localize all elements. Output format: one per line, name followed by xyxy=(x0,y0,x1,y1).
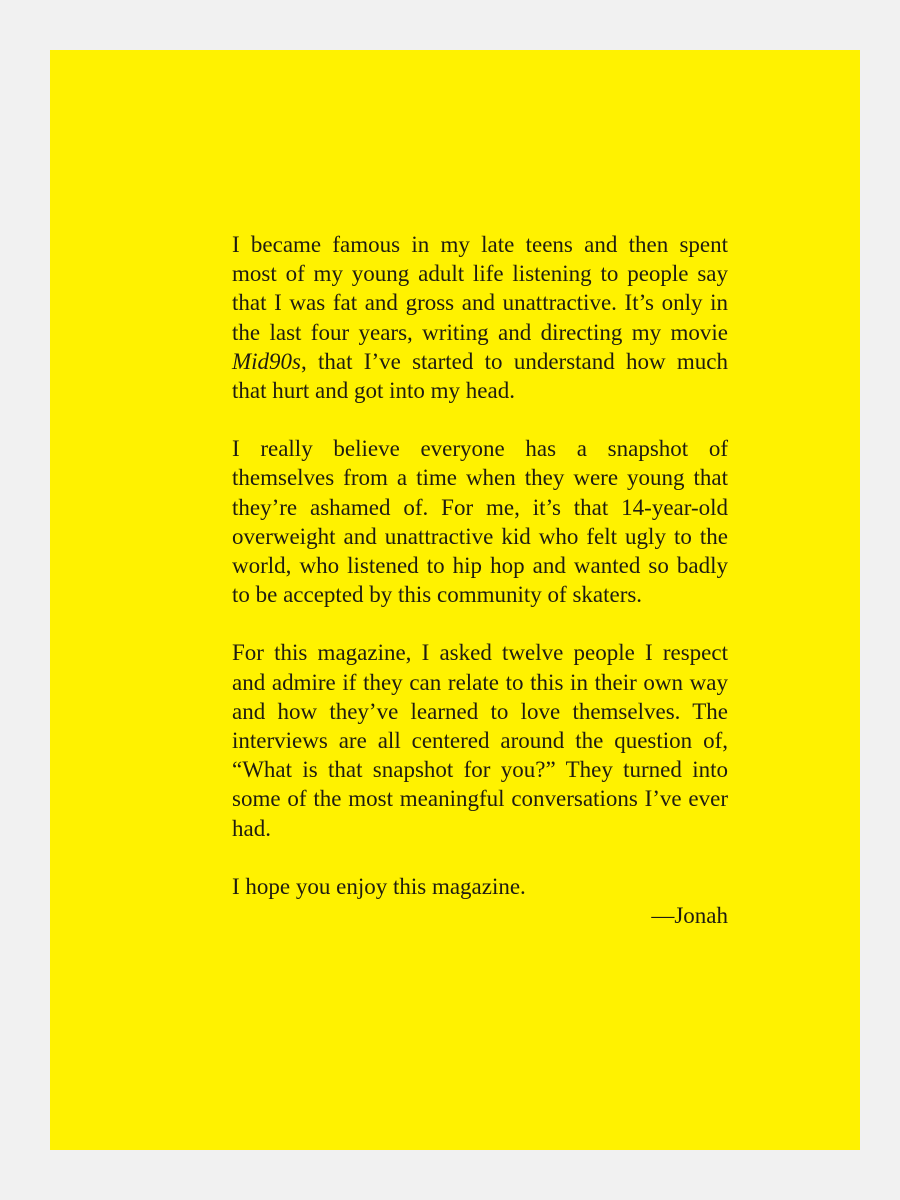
movie-title: Mid90s xyxy=(232,348,301,374)
paragraph-3: For this magazine, I asked twelve people I respect and admire if they can relate to this in their own way and how they’ve learned to love themselves. The interviews are all centered around the question of, “What is that snapshot for you?” They turned into some of the most meaningful conversations I’ve ever had. xyxy=(232,640,728,841)
yellow-page xyxy=(50,50,860,1150)
paragraph-1 xyxy=(232,230,728,405)
paragraph-1-text-a: I became famous in my late teens and then spent most of my young adult life listening to people say that I was fat and gross and unattractive. It’s only in the last four years, writing and directing my movie xyxy=(232,232,728,345)
paragraph-2: I really believe everyone has a snapshot of themselves from a time when they were young that they’re ashamed of. For me, it’s that 14-year-old overweight and unattractive kid who felt ugly to the world, who listened to hip hop and wanted so badly to be accepted by this community of skaters. xyxy=(232,436,728,608)
letter-body xyxy=(232,230,728,930)
signature: —Jonah xyxy=(651,903,728,929)
paragraph-1-text-b: , that I’ve started to understand how much that hurt and got into my head. xyxy=(232,348,728,404)
paragraph-4: I hope you enjoy this magazine. xyxy=(232,873,526,899)
